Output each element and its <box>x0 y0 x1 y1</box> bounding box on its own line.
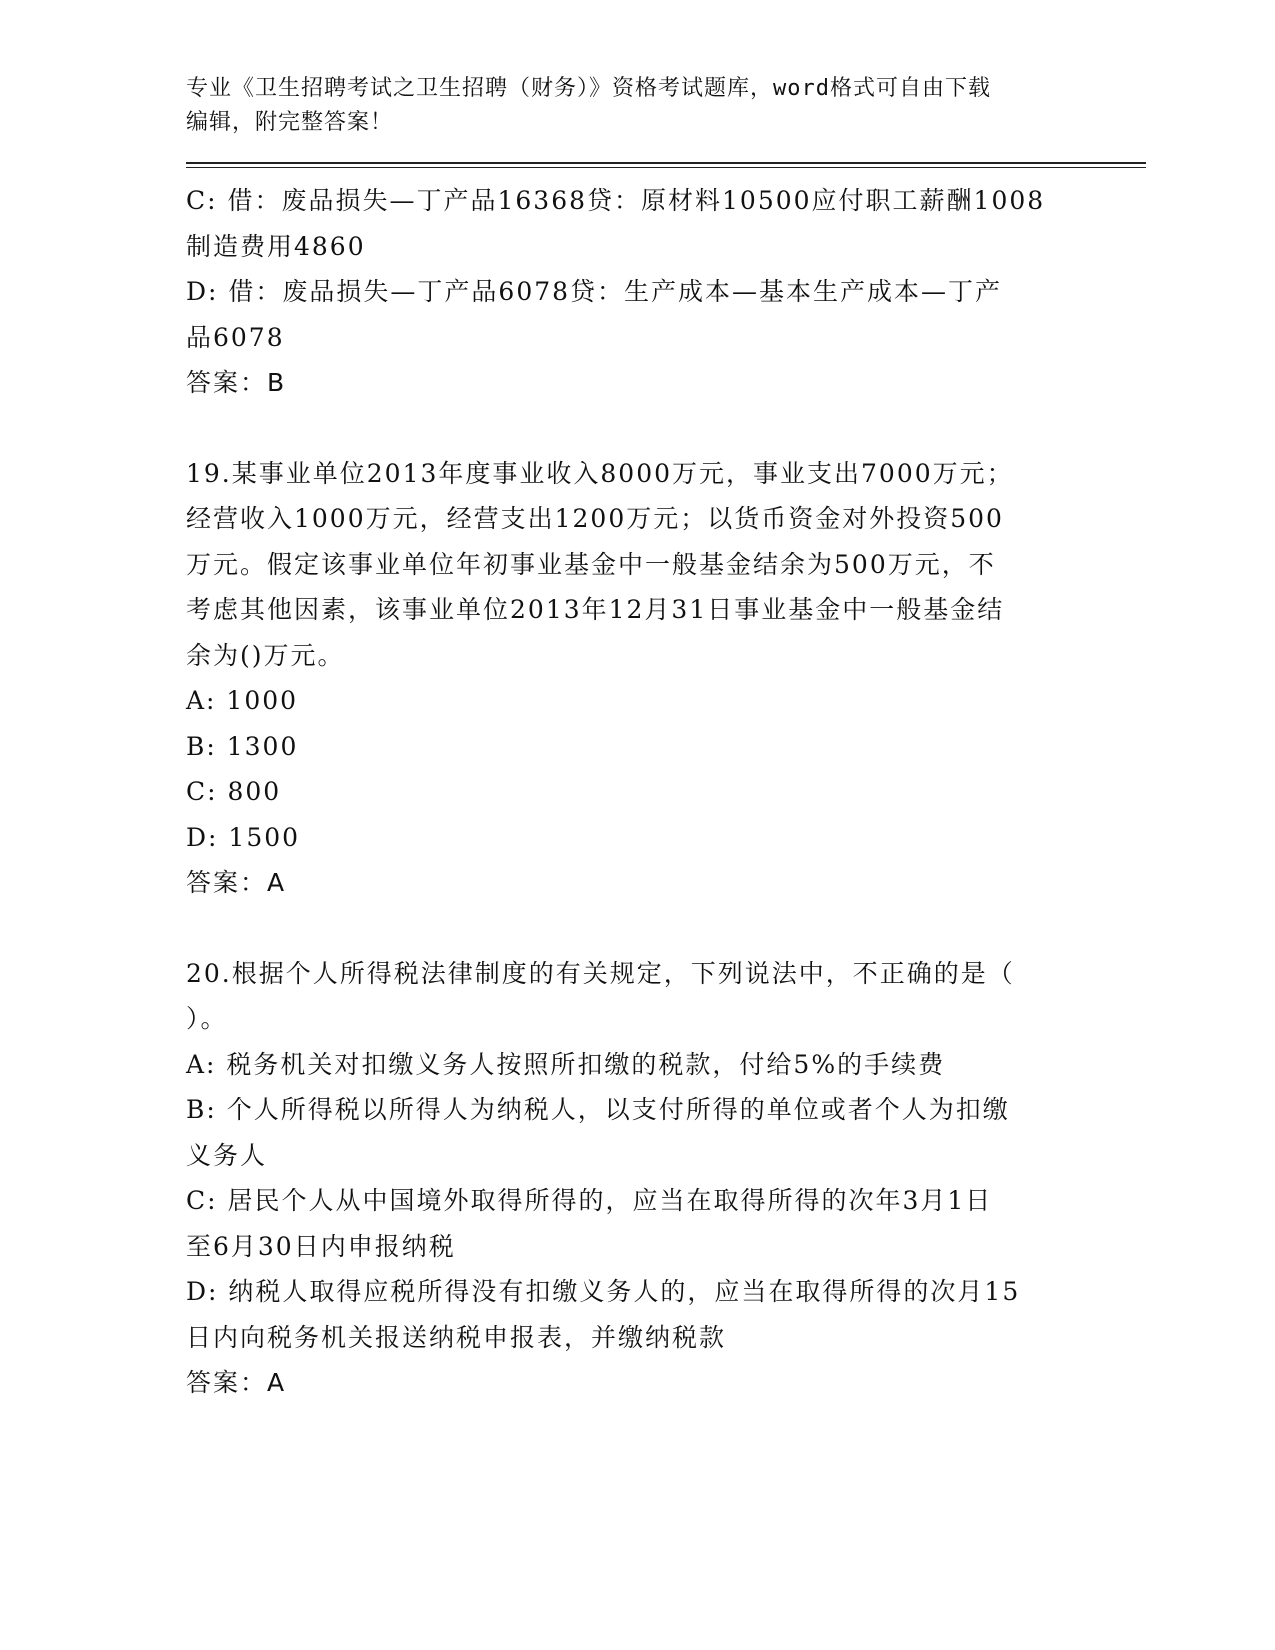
option-b: B: 1300 <box>186 731 299 761</box>
question-19 <box>186 451 1086 906</box>
question-gap <box>186 406 1086 451</box>
option-c-line-2: 制造费用4860 <box>186 231 366 261</box>
option-a: A: 1000 <box>186 686 299 715</box>
question-gap <box>186 906 1086 951</box>
option-c-line-1: C: 借：废品损失—丁产品16368贷：原材料10500应付职工薪酬1008 <box>186 186 1046 215</box>
answer-20: 答案：A <box>186 1368 287 1397</box>
document-header <box>186 72 1086 140</box>
header-line-1: 专业《卫生招聘考试之卫生招聘（财务）》资格考试题库，word格式可自由下载 <box>186 76 991 101</box>
stem-line-2: ）。 <box>186 1004 228 1033</box>
question-20 <box>186 951 1086 1406</box>
double-rule <box>186 162 1146 168</box>
stem-line-5: 余为()万元。 <box>186 640 345 670</box>
document-page <box>186 72 1146 1406</box>
option-d-line-2: 品6078 <box>186 322 285 352</box>
option-a: A: 税务机关对扣缴义务人按照所扣缴的税款，付给5%的手续费 <box>186 1049 946 1079</box>
option-d-line-2: 日内向税务机关报送纳税申报表，并缴纳税款 <box>186 1322 727 1352</box>
option-b-line-2: 义务人 <box>186 1140 268 1170</box>
stem-line-1: 20.根据个人所得税法律制度的有关规定，下列说法中，不正确的是（ <box>186 958 1015 988</box>
stem-line-1: 19.某事业单位2013年度事业收入8000万元，事业支出7000万元； <box>186 458 1014 488</box>
answer-18: 答案：B <box>186 368 287 397</box>
question-content <box>186 178 1086 1406</box>
stem-line-2: 经营收入1000万元，经营支出1200万元；以货币资金对外投资500 <box>186 504 1004 533</box>
header-divider <box>186 162 1146 168</box>
stem-line-3: 万元。假定该事业单位年初事业基金中一般基金结余为500万元，不 <box>186 549 996 579</box>
option-b-line-1: B: 个人所得税以所得人为纳税人，以支付所得的单位或者个人为扣缴 <box>186 1095 1010 1124</box>
option-d-line-1: D: 借：废品损失—丁产品6078贷：生产成本—基本生产成本—丁产 <box>186 277 1003 306</box>
stem-line-4: 考虑其他因素，该事业单位2013年12月31日事业基金中一般基金结 <box>186 595 1005 624</box>
option-c: C: 800 <box>186 777 282 806</box>
answer-19: 答案：A <box>186 868 287 897</box>
option-c-line-1: C: 居民个人从中国境外取得所得的，应当在取得所得的次年3月1日 <box>186 1186 993 1215</box>
header-line-2: 编辑，附完整答案！ <box>186 110 394 135</box>
option-d: D: 1500 <box>186 822 301 852</box>
question-18 <box>186 178 1086 406</box>
option-c-line-2: 至6月30日内申报纳税 <box>186 1231 456 1261</box>
option-d-line-1: D: 纳税人取得应税所得没有扣缴义务人的，应当在取得所得的次月15 <box>186 1277 1021 1306</box>
